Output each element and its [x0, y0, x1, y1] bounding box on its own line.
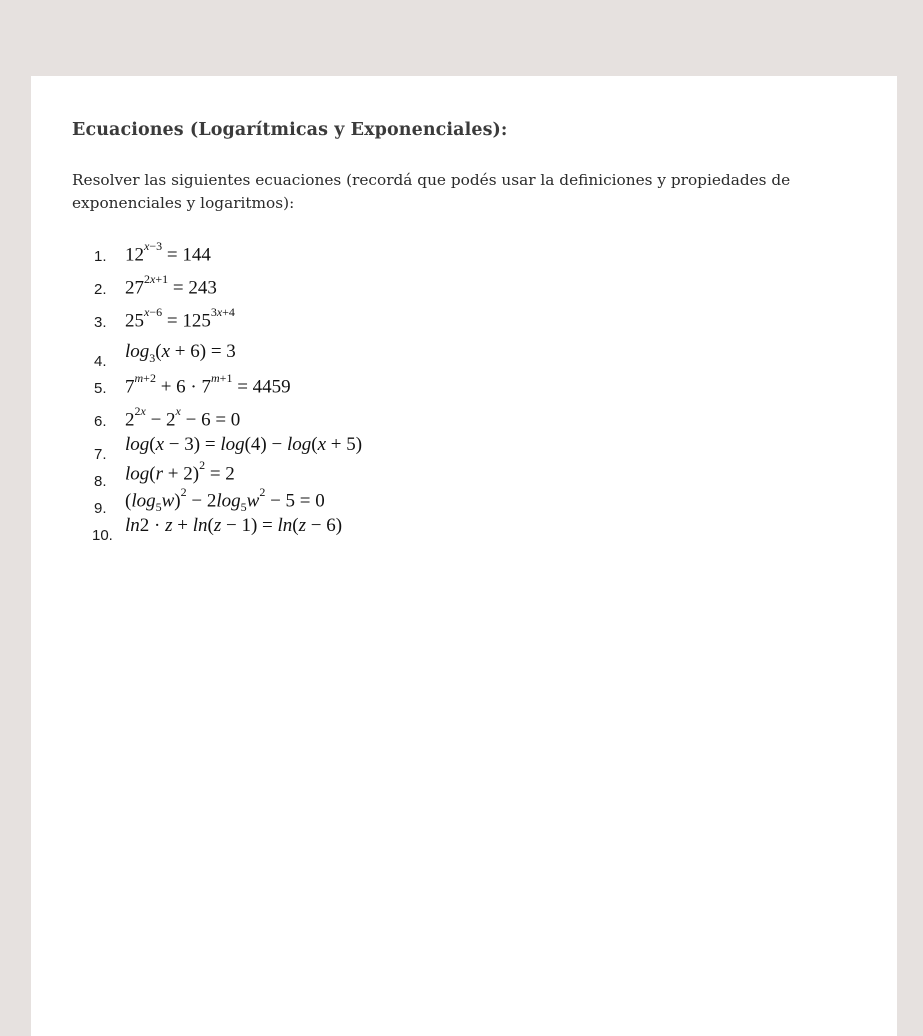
equation: $(\log_5w)^2 - 2\log_5w^2 - 5 = 0$ — [125, 485, 325, 515]
equation-number: 9. — [94, 500, 107, 517]
equation-number: 2. — [94, 281, 107, 298]
equation-number: 7. — [94, 446, 107, 463]
equation: ln2 · z + ln(z − 1) = ln(z − 6) — [125, 515, 343, 536]
equation: $2^{2x} - 2^x - 6 = 0$ — [125, 404, 241, 431]
instructions-text: Resolver las siguientes ecuaciones (recordá que podés usar la definiciones y propiedades de exponenciales y logaritmos): — [72, 171, 791, 212]
equation-number: 8. — [94, 473, 107, 490]
equation: $\log(r + 2)^2 = 2$ — [125, 458, 235, 485]
document-title: Ecuaciones (Logarítmicas y Exponenciales): — [72, 120, 508, 140]
equation-number: 6. — [94, 413, 107, 430]
equation: $\log_3(x + 6) = 3$ — [125, 341, 236, 365]
equation: $12^{x-3} = 144$ — [125, 239, 211, 266]
document-page — [31, 76, 897, 1036]
equation-number: 4. — [94, 353, 107, 370]
equation: $25^{x-6} = 125^{3x+4}$ — [125, 305, 235, 332]
equation: $7^{m+2} + 6 \cdot 7^{m+1} = 4459$ — [125, 371, 291, 398]
equation-number: 1. — [94, 248, 107, 265]
equation: $27^{2x+1} = 243$ — [125, 272, 217, 299]
equation-number: 5. — [94, 380, 107, 397]
equation-number: 3. — [94, 314, 107, 331]
equation: log(x − 3) = log(4) − log(x + 5) — [125, 434, 363, 455]
equation-number: 10. — [92, 527, 113, 544]
